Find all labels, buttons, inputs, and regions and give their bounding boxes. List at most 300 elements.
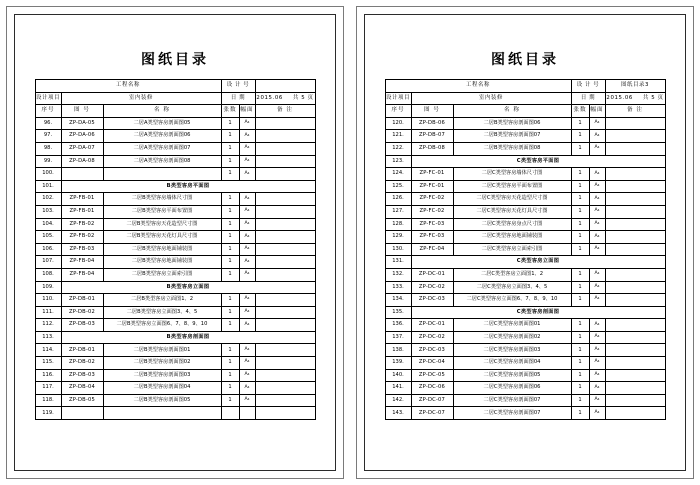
row-sheets: 1 [571, 407, 589, 420]
row-seq: 135. [385, 306, 411, 319]
row-sheets: 1 [221, 369, 239, 382]
row-seq: 134. [385, 294, 411, 307]
table-row[interactable] [385, 394, 665, 407]
row-format: A₄ [239, 231, 255, 244]
row-sheets: 1 [221, 243, 239, 256]
row-format: A₄ [239, 306, 255, 319]
row-code: ZP-FC-01 [411, 180, 453, 193]
row-sheets: 1 [221, 168, 239, 181]
row-sheets [221, 407, 239, 420]
row-format: A₄ [589, 231, 605, 244]
table-row[interactable] [35, 268, 315, 281]
row-code: ZP-DB-06 [411, 117, 453, 130]
row-name: 二居C类型客房剖面图05 [453, 369, 571, 382]
row-code: ZP-DB-03 [61, 369, 103, 382]
row-code: ZP-DB-01 [61, 344, 103, 357]
total-pages: 共 5 页 [642, 94, 664, 101]
col-seq: 序号 [385, 105, 411, 118]
table-row[interactable] [385, 193, 665, 206]
row-name: 二居B类型客房地面铺装图 [103, 256, 221, 269]
row-sheets: 1 [221, 231, 239, 244]
table-row[interactable] [385, 331, 665, 344]
row-remark [255, 142, 315, 155]
row-format: A₄ [589, 180, 605, 193]
row-remark [605, 331, 665, 344]
row-code: ZP-DC-02 [411, 281, 453, 294]
row-seq: 100. [35, 168, 61, 181]
row-seq: 132. [385, 268, 411, 281]
col-code: 图 号 [411, 105, 453, 118]
project-name-label: 工程名称 [385, 80, 571, 93]
row-format: A₄ [589, 268, 605, 281]
row-format: A₄ [589, 281, 605, 294]
row-name: 二居C类型客房立面图1、2 [453, 268, 571, 281]
row-name: 二居B类型客房剖面图03 [103, 369, 221, 382]
table-row[interactable] [35, 407, 315, 420]
row-format: A₄ [589, 168, 605, 181]
row-name: 二居C类型客房立面图3、4、5 [453, 281, 571, 294]
table-row[interactable] [35, 243, 315, 256]
project-name-label: 工程名称 [35, 80, 221, 93]
row-format: A₄ [239, 218, 255, 231]
row-name: 二居C类型客房立面索引图 [453, 243, 571, 256]
row-code: ZP-DC-01 [411, 268, 453, 281]
row-seq: 105. [35, 231, 61, 244]
table-row[interactable] [35, 231, 315, 244]
row-seq: 122. [385, 142, 411, 155]
table-row[interactable] [385, 243, 665, 256]
table-row[interactable] [35, 117, 315, 130]
row-remark [605, 218, 665, 231]
row-format: A₄ [239, 205, 255, 218]
row-format: A₄ [589, 331, 605, 344]
date-label: 日 期 [221, 92, 255, 105]
table-row[interactable] [35, 142, 315, 155]
row-section-title: B类型客房平面图 [61, 180, 315, 193]
row-remark [255, 205, 315, 218]
table-row[interactable] [35, 357, 315, 370]
design-no-value: 图纸目录3 [605, 80, 665, 93]
row-sheets: 1 [571, 331, 589, 344]
row-name: 二居B类型客房墙体尺寸图 [103, 193, 221, 206]
row-name: 二居C类型客房剖面图04 [453, 357, 571, 370]
row-remark [605, 294, 665, 307]
row-sheets: 1 [221, 142, 239, 155]
row-code: ZP-FC-03 [411, 231, 453, 244]
row-sheets: 1 [221, 256, 239, 269]
row-format: A₄ [239, 319, 255, 332]
row-format: A₄ [589, 142, 605, 155]
table-row[interactable] [385, 294, 665, 307]
row-code [61, 168, 103, 181]
table-row[interactable] [35, 193, 315, 206]
table-row[interactable] [385, 142, 665, 155]
row-seq: 97. [35, 130, 61, 143]
row-remark [605, 357, 665, 370]
table-row[interactable] [35, 180, 315, 193]
table-row[interactable] [385, 344, 665, 357]
row-format: A₄ [589, 205, 605, 218]
row-code: ZP-DA-07 [61, 142, 103, 155]
row-format: A₄ [589, 218, 605, 231]
table-row[interactable] [385, 256, 665, 269]
date-label: 日 期 [571, 92, 605, 105]
table-row[interactable] [385, 168, 665, 181]
row-remark [605, 268, 665, 281]
row-sheets: 1 [571, 180, 589, 193]
row-seq: 110. [35, 294, 61, 307]
row-seq: 120. [385, 117, 411, 130]
table-row[interactable] [35, 130, 315, 143]
col-name: 名 称 [453, 105, 571, 118]
page-title: 图纸目录 [491, 52, 559, 68]
table-row[interactable] [35, 319, 315, 332]
design-no-label: 设 计 号 [221, 80, 255, 93]
design-no-label: 设 计 号 [571, 80, 605, 93]
row-code: ZP-FC-02 [411, 205, 453, 218]
table-row[interactable] [385, 357, 665, 370]
row-sheets: 1 [571, 142, 589, 155]
row-name: 二居B类型客房剖面图04 [103, 382, 221, 395]
table-row[interactable] [35, 344, 315, 357]
column-header-row [385, 105, 665, 118]
date-and-total [605, 92, 665, 105]
row-format: A₄ [589, 394, 605, 407]
row-seq: 126. [385, 193, 411, 206]
table-row[interactable] [385, 319, 665, 332]
row-format: A₄ [239, 394, 255, 407]
row-sheets: 1 [221, 394, 239, 407]
row-name: 二居C类型客房立面图6、7、8、9、10 [453, 294, 571, 307]
row-seq: 111. [35, 306, 61, 319]
row-code: ZP-FB-04 [61, 256, 103, 269]
row-remark [255, 231, 315, 244]
row-code: ZP-DC-04 [411, 357, 453, 370]
row-format: A₄ [589, 243, 605, 256]
page-right [350, 0, 700, 485]
row-seq: 102. [35, 193, 61, 206]
row-format: A₄ [589, 117, 605, 130]
row-format: A₄ [589, 319, 605, 332]
row-name: 二居B类型客房剖面图06 [453, 117, 571, 130]
page-left-content [14, 14, 336, 471]
table-row[interactable] [35, 155, 315, 168]
row-seq: 98. [35, 142, 61, 155]
row-name: 二居C类型客房地面铺装图 [453, 231, 571, 244]
row-remark [605, 344, 665, 357]
row-remark [255, 382, 315, 395]
row-name: 二居B类型客房立面索引图 [103, 268, 221, 281]
row-sheets: 1 [221, 382, 239, 395]
row-sheets: 1 [221, 205, 239, 218]
row-seq: 140. [385, 369, 411, 382]
row-code: ZP-DC-07 [411, 394, 453, 407]
design-no-value [255, 80, 315, 93]
row-format: A₄ [239, 268, 255, 281]
row-remark [255, 130, 315, 143]
row-format: A₄ [589, 294, 605, 307]
row-sheets: 1 [221, 193, 239, 206]
row-sheets: 1 [221, 306, 239, 319]
row-name: 二居B类型客房剖面图02 [103, 357, 221, 370]
row-code: ZP-FB-04 [61, 268, 103, 281]
row-remark [605, 142, 665, 155]
row-name: 二居C类型客房剖面图02 [453, 331, 571, 344]
row-sheets: 1 [571, 344, 589, 357]
row-remark [605, 130, 665, 143]
row-remark [255, 306, 315, 319]
row-name: 二居B类型客房天花灯具尺寸图 [103, 231, 221, 244]
row-seq: 114. [35, 344, 61, 357]
row-name: 二居A类型客房剖面图06 [103, 130, 221, 143]
row-format: A₄ [239, 344, 255, 357]
page-right-content [364, 14, 686, 471]
row-remark [255, 155, 315, 168]
col-name: 名 称 [103, 105, 221, 118]
row-remark [255, 319, 315, 332]
row-format: A₄ [239, 155, 255, 168]
table-row[interactable] [385, 407, 665, 420]
row-sheets: 1 [571, 218, 589, 231]
row-code: ZP-DB-02 [61, 306, 103, 319]
row-code: ZP-DB-05 [61, 394, 103, 407]
row-code [61, 407, 103, 420]
directory-table-left [35, 79, 316, 420]
row-seq: 129. [385, 231, 411, 244]
row-code: ZP-DC-02 [411, 331, 453, 344]
row-format: A₄ [239, 130, 255, 143]
row-name: 二居B类型客房剖面图01 [103, 344, 221, 357]
row-sheets: 1 [221, 357, 239, 370]
row-format: A₄ [589, 193, 605, 206]
row-seq: 96. [35, 117, 61, 130]
row-seq: 130. [385, 243, 411, 256]
row-remark [605, 180, 665, 193]
design-item-label: 设计项目 [385, 92, 411, 105]
row-sheets: 1 [571, 130, 589, 143]
page-title: 图纸目录 [141, 52, 209, 68]
row-remark [605, 369, 665, 382]
row-code: ZP-DB-03 [61, 319, 103, 332]
row-code: ZP-FB-02 [61, 231, 103, 244]
row-format: A₄ [589, 130, 605, 143]
row-seq: 109. [35, 281, 61, 294]
row-sheets: 1 [571, 168, 589, 181]
row-remark [255, 256, 315, 269]
row-seq: 108. [35, 268, 61, 281]
row-seq: 106. [35, 243, 61, 256]
row-format: A₄ [239, 168, 255, 181]
row-format [239, 407, 255, 420]
row-name: 二居A类型客房剖面图07 [103, 142, 221, 155]
row-name: 二居B类型客房剖面图08 [453, 142, 571, 155]
row-sheets: 1 [221, 268, 239, 281]
row-code: ZP-DC-03 [411, 294, 453, 307]
row-remark [255, 394, 315, 407]
row-seq: 125. [385, 180, 411, 193]
row-seq: 124. [385, 168, 411, 181]
row-sheets: 1 [221, 218, 239, 231]
row-name: 二居C类型客房天花造型尺寸图 [453, 193, 571, 206]
row-name: 二居C类型客房剖面图06 [453, 382, 571, 395]
row-seq: 116. [35, 369, 61, 382]
row-seq: 131. [385, 256, 411, 269]
row-remark [255, 268, 315, 281]
row-sheets: 1 [221, 319, 239, 332]
row-seq: 127. [385, 205, 411, 218]
row-seq: 136. [385, 319, 411, 332]
row-code: ZP-FB-02 [61, 218, 103, 231]
row-remark [605, 168, 665, 181]
row-code: ZP-FC-04 [411, 243, 453, 256]
table-row[interactable] [35, 205, 315, 218]
table-row[interactable] [385, 205, 665, 218]
table-row[interactable] [35, 382, 315, 395]
row-sheets: 1 [571, 268, 589, 281]
col-format: 幅面 [239, 105, 255, 118]
row-format: A₄ [589, 382, 605, 395]
row-sheets: 1 [221, 155, 239, 168]
design-item-value: 室内装修 [61, 92, 221, 105]
table-row[interactable] [35, 331, 315, 344]
row-format: A₄ [239, 357, 255, 370]
row-remark [255, 369, 315, 382]
row-format: A₄ [239, 117, 255, 130]
table-row[interactable] [385, 306, 665, 319]
row-remark [255, 407, 315, 420]
row-code: ZP-DA-08 [61, 155, 103, 168]
row-sheets: 1 [221, 294, 239, 307]
date-value: 2015.06 [606, 94, 633, 101]
table-row[interactable] [385, 130, 665, 143]
row-code: ZP-FC-02 [411, 193, 453, 206]
row-sheets: 1 [571, 231, 589, 244]
row-code: ZP-FC-01 [411, 168, 453, 181]
row-seq: 104. [35, 218, 61, 231]
directory-table-right [385, 79, 666, 420]
row-sheets: 1 [571, 394, 589, 407]
row-section-title: B类型客房立面图 [61, 281, 315, 294]
row-remark [605, 382, 665, 395]
row-remark [605, 117, 665, 130]
row-sheets: 1 [571, 357, 589, 370]
table-row[interactable] [35, 306, 315, 319]
row-section-title: C类型客房平面图 [411, 155, 665, 168]
header-row-item [35, 92, 315, 105]
table-row[interactable] [35, 168, 315, 181]
row-remark [255, 243, 315, 256]
row-name: 二居C类型客房身点尺寸图 [453, 218, 571, 231]
table-row[interactable] [385, 117, 665, 130]
row-sheets: 1 [571, 369, 589, 382]
table-row[interactable] [385, 218, 665, 231]
table-row[interactable] [35, 394, 315, 407]
row-seq: 142. [385, 394, 411, 407]
row-remark [255, 193, 315, 206]
row-name: 二居C类型客房墙体尺寸图 [453, 168, 571, 181]
table-row[interactable] [35, 281, 315, 294]
row-format: A₄ [589, 357, 605, 370]
row-name [103, 407, 221, 420]
row-code: ZP-DC-07 [411, 407, 453, 420]
row-format: A₄ [589, 344, 605, 357]
row-remark [255, 357, 315, 370]
row-sheets: 1 [221, 344, 239, 357]
col-sheets: 张数 [571, 105, 589, 118]
row-sheets: 1 [571, 117, 589, 130]
row-sheets: 1 [221, 117, 239, 130]
table-row[interactable] [385, 281, 665, 294]
row-code: ZP-FB-01 [61, 205, 103, 218]
table-row[interactable] [385, 231, 665, 244]
table-row[interactable] [35, 218, 315, 231]
row-seq: 117. [35, 382, 61, 395]
table-row[interactable] [35, 294, 315, 307]
total-pages: 共 5 页 [292, 94, 314, 101]
table-row[interactable] [385, 382, 665, 395]
row-name [103, 168, 221, 181]
table-row[interactable] [385, 155, 665, 168]
table-row[interactable] [35, 256, 315, 269]
table-row[interactable] [35, 369, 315, 382]
row-name: 二居A类型客房剖面图08 [103, 155, 221, 168]
row-name: 二居B类型客房地面铺装图 [103, 243, 221, 256]
row-sheets: 1 [571, 294, 589, 307]
row-name: 二居B类型客房剖面图07 [453, 130, 571, 143]
row-section-title: C类型客房立面图 [411, 256, 665, 269]
row-seq: 101. [35, 180, 61, 193]
row-section-title: C类型客房剖面图 [411, 306, 665, 319]
row-code: ZP-DA-05 [61, 117, 103, 130]
row-remark [605, 243, 665, 256]
col-code: 图 号 [61, 105, 103, 118]
row-code: ZP-DB-04 [61, 382, 103, 395]
row-section-title: B类型客房剖面图 [61, 331, 315, 344]
row-seq: 128. [385, 218, 411, 231]
row-remark [255, 344, 315, 357]
row-seq: 141. [385, 382, 411, 395]
row-remark [605, 281, 665, 294]
row-format: A₄ [239, 256, 255, 269]
row-format: A₄ [239, 369, 255, 382]
table-row[interactable] [385, 180, 665, 193]
row-name: 二居B类型客房剖面图05 [103, 394, 221, 407]
row-name: 二居C类型客房天花灯具尺寸图 [453, 205, 571, 218]
row-format: A₄ [239, 294, 255, 307]
row-sheets: 1 [571, 382, 589, 395]
col-remark: 备 注 [605, 105, 665, 118]
row-seq: 119. [35, 407, 61, 420]
col-remark: 备 注 [255, 105, 315, 118]
row-seq: 143. [385, 407, 411, 420]
date-and-total [255, 92, 315, 105]
table-row[interactable] [385, 268, 665, 281]
row-remark [605, 407, 665, 420]
row-code: ZP-DC-05 [411, 369, 453, 382]
row-seq: 137. [385, 331, 411, 344]
header-row-project [385, 80, 665, 93]
row-sheets: 1 [571, 319, 589, 332]
table-row[interactable] [385, 369, 665, 382]
row-format: A₄ [239, 243, 255, 256]
row-name: 二居C类型客房平面布置图 [453, 180, 571, 193]
row-seq: 99. [35, 155, 61, 168]
header-row-project [35, 80, 315, 93]
row-code: ZP-DC-01 [411, 319, 453, 332]
row-sheets: 1 [571, 193, 589, 206]
row-sheets: 1 [571, 243, 589, 256]
row-seq: 115. [35, 357, 61, 370]
